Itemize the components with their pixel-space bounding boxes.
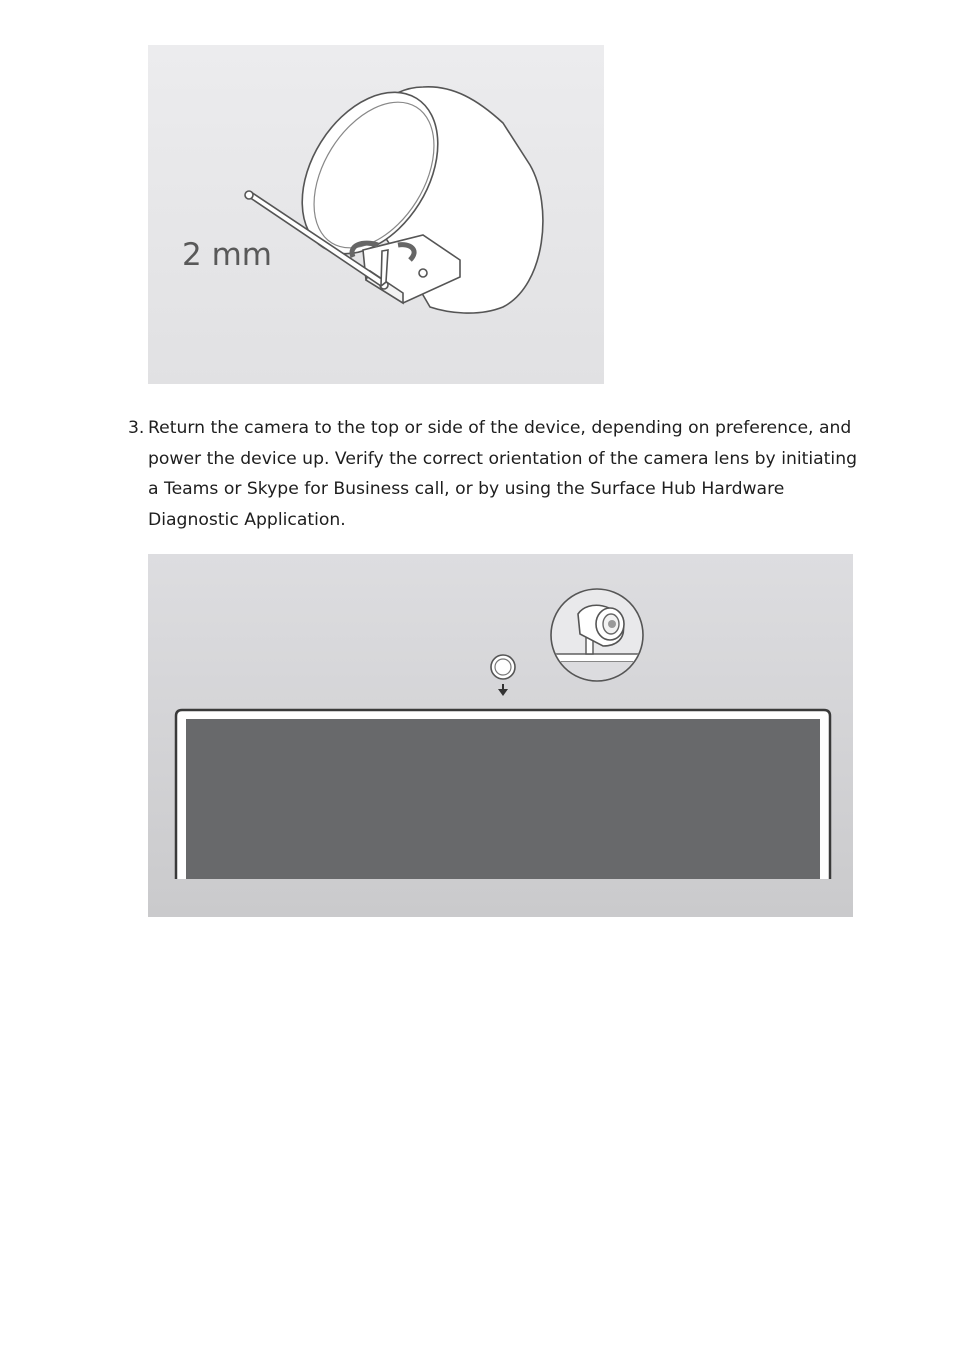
- hex-key-size-label: 2 mm: [182, 237, 272, 273]
- step-3: [128, 413, 868, 535]
- surface-hub-camera-illustration: [148, 554, 853, 917]
- camera-hex-key-drawing: [148, 45, 604, 384]
- surface-hub-drawing: [148, 554, 853, 917]
- step-text: Return the camera to the top or side of the device, depending on preference, and power the device up. Verify the correct orientation of the camera lens by initiating a Teams or Skype for Business call, or by using the Surface Hub Hardware Diagnostic Application.: [148, 418, 857, 530]
- step-number: 3.: [128, 418, 145, 438]
- surface-hub-screen: [186, 719, 820, 879]
- camera-hex-key-illustration: [148, 45, 604, 384]
